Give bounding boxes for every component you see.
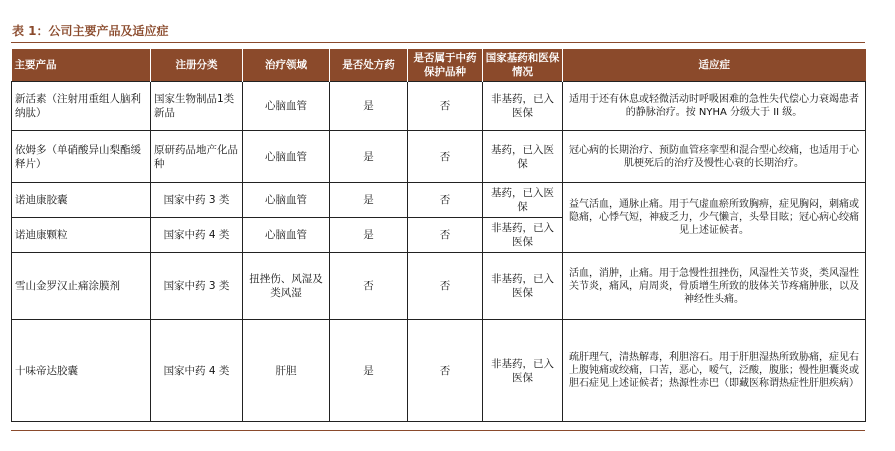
table-bottom-rule [11, 430, 865, 431]
cell-prescription: 是 [330, 131, 408, 183]
table-row [12, 131, 866, 183]
cell-protected: 否 [408, 183, 483, 218]
cell-registration: 原研药品地产化品种 [151, 131, 243, 183]
cell-product: 新活素（注射用重组人脑利纳肽） [12, 82, 151, 131]
cell-prescription: 是 [330, 82, 408, 131]
cell-insurance: 非基药，已入医保 [483, 82, 563, 131]
cell-protected: 否 [408, 253, 483, 320]
cell-registration: 国家中药 3 类 [151, 253, 243, 320]
cell-protected: 否 [408, 131, 483, 183]
cell-protected: 否 [408, 82, 483, 131]
header-registration: 注册分类 [151, 49, 243, 82]
table-row [12, 320, 866, 422]
cell-protected: 否 [408, 218, 483, 253]
cell-prescription: 否 [330, 253, 408, 320]
table-row [12, 253, 866, 320]
cell-registration: 国家生物制品1类新品 [151, 82, 243, 131]
title-rule-top [11, 42, 865, 43]
header-indication: 适应症 [563, 49, 866, 82]
cell-product: 雪山金罗汉止痛涂膜剂 [12, 253, 151, 320]
cell-indication: 适用于还有休息或轻微活动时呼吸困难的急性失代偿心力衰竭患者的静脉治疗。按 NYHA 分级大于 II 级。 [563, 82, 866, 131]
cell-prescription: 是 [330, 218, 408, 253]
cell-insurance: 基药，已入医保 [483, 183, 563, 218]
cell-registration: 国家中药 4 类 [151, 320, 243, 422]
cell-insurance: 基药，已入医保 [483, 131, 563, 183]
cell-registration: 国家中药 3 类 [151, 183, 243, 218]
header-protected: 是否属于中药保护品种 [408, 49, 483, 82]
cell-field: 心脑血管 [243, 131, 330, 183]
header-insurance: 国家基药和医保情况 [483, 49, 563, 82]
cell-insurance: 非基药，已入医保 [483, 218, 563, 253]
header-row [12, 49, 866, 82]
header-product: 主要产品 [12, 49, 151, 82]
table-title: 表 1：公司主要产品及适应症 [12, 24, 169, 38]
cell-insurance: 非基药，已入医保 [483, 253, 563, 320]
cell-product: 诺迪康颗粒 [12, 218, 151, 253]
cell-insurance: 非基药，已入医保 [483, 320, 563, 422]
cell-field: 肝胆 [243, 320, 330, 422]
header-prescription: 是否处方药 [330, 49, 408, 82]
cell-field: 心脑血管 [243, 218, 330, 253]
product-table [11, 49, 866, 422]
header-field: 治疗领域 [243, 49, 330, 82]
cell-registration: 国家中药 4 类 [151, 218, 243, 253]
cell-product: 诺迪康胶囊 [12, 183, 151, 218]
cell-field: 心脑血管 [243, 183, 330, 218]
cell-prescription: 是 [330, 183, 408, 218]
cell-field: 心脑血管 [243, 82, 330, 131]
cell-product: 依姆多（单硝酸异山梨酯缓释片） [12, 131, 151, 183]
cell-indication: 冠心病的长期治疗、预防血管痉挛型和混合型心绞痛，也适用于心肌梗死后的治疗及慢性心衰的长期治疗。 [563, 131, 866, 183]
cell-product: 十味帝达胶囊 [12, 320, 151, 422]
cell-indication: 活血，消肿，止痛。用于急慢性扭挫伤，风湿性关节炎，类风湿性关节炎，痛风，肩周炎，骨质增生所致的肢体关节疼痛肿胀，以及神经性头痛。 [563, 253, 866, 320]
cell-indication: 益气活血，通脉止痛。用于气虚血瘀所致胸痹，症见胸闷，刺痛或隐痛，心悸气短，神疲乏力，少气懒言，头晕目眩；冠心病心绞痛见上述证候者。 [563, 183, 866, 253]
table-row [12, 183, 866, 218]
table-row [12, 82, 866, 131]
cell-protected: 否 [408, 320, 483, 422]
cell-prescription: 是 [330, 320, 408, 422]
cell-field: 扭挫伤、风湿及类风湿 [243, 253, 330, 320]
cell-indication: 疏肝理气，清热解毒，利胆溶石。用于肝胆湿热所致胁痛，症见右上腹钝痛或绞痛，口苦，恶心，嗳气，泛酸，腹胀；慢性胆囊炎或胆石症见上述证候者；热源性赤巴（即藏医称谓热症性肝胆疾病） [563, 320, 866, 422]
